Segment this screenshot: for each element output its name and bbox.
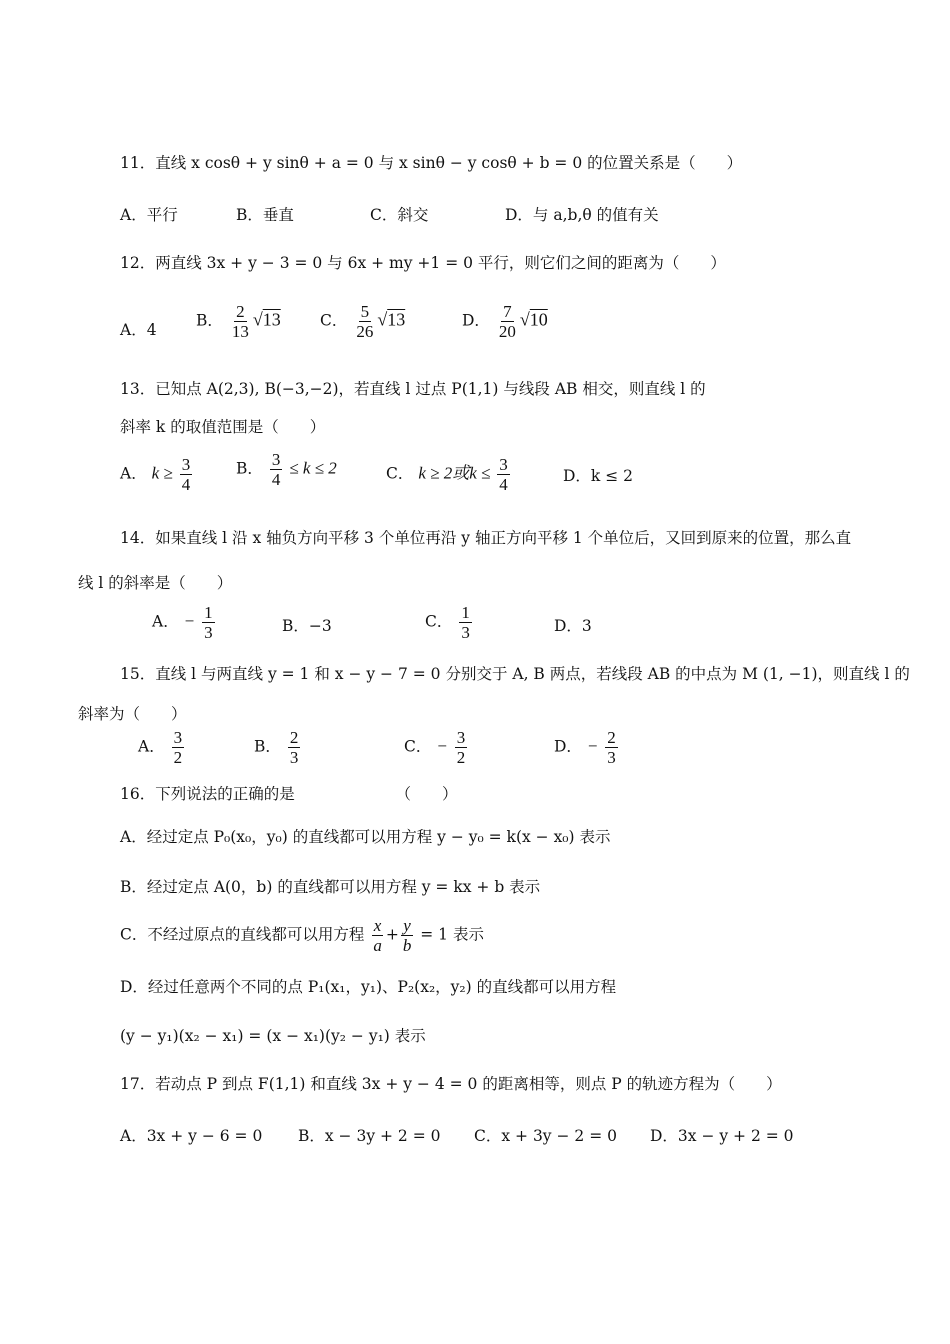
q12-option-a: A．4 xyxy=(120,321,157,339)
q14-option-c xyxy=(425,603,474,642)
q11-option-d: D．与 a,b,θ 的值有关 xyxy=(505,206,659,224)
q12-stem: 12．两直线 3x + y − 3 = 0 与 6x + my +1 = 0 平行，则它们之间的距离为（ ） xyxy=(120,254,726,272)
fraction: $\frac{7}{20}$ xyxy=(498,302,516,341)
q16-stem: 16．下列说法的正确的是 （ ） xyxy=(120,785,458,803)
fraction: $\frac{2}{3}$ xyxy=(289,728,299,767)
option-label: B． xyxy=(236,459,263,478)
option-label: C． xyxy=(404,737,432,756)
fraction: $\frac{3}{2}$ xyxy=(456,728,466,767)
q15-stem-line2: 斜率为（ ） xyxy=(78,705,187,723)
q16-option-d-line1: D．经过任意两个不同的点 P₁(x₁，y₁)、P₂(x₂，y₂) 的直线都可以用方程 xyxy=(120,978,617,996)
fraction: $\frac{3}{4}$ xyxy=(499,455,508,494)
option-label: C． xyxy=(320,311,348,330)
q13-stem-line1: 13．已知点 A(2,3), B(−3,−2)，若直线 l 过点 P(1,1) 与线段 AB 相交，则直线 l 的 xyxy=(120,380,706,398)
fraction: $\frac{5}{26}$ xyxy=(356,302,374,341)
q12-option-c xyxy=(320,302,405,341)
math-text: k ≥ xyxy=(151,463,173,483)
math-text: − xyxy=(436,736,448,756)
sqrt: √13 xyxy=(377,309,406,330)
fraction: $\frac{x}{a}$ xyxy=(373,916,382,955)
q15-option-b xyxy=(254,728,302,767)
q16-option-c: C．不经过原点的直线都可以用方程 $\frac{x}{a}$ + $\frac{y}{b}$ = 1 表示 xyxy=(120,916,484,955)
fraction: $\frac{3}{4}$ xyxy=(181,455,191,494)
math-text: − xyxy=(586,736,599,756)
math-text: k ≥ 2或k ≤ xyxy=(418,463,491,483)
q13-stem-line2: 斜率 k 的取值范围是（ ） xyxy=(120,418,326,436)
q13-option-a xyxy=(120,455,194,494)
q11-stem: 11．直线 x cosθ + y sinθ + a = 0 与 x sinθ − y cosθ + b = 0 的位置关系是（ ） xyxy=(120,154,743,172)
q16-option-d-line2: (y − y₁)(x₂ − x₁) = (x − x₁)(y₂ − y₁) 表示 xyxy=(120,1027,426,1045)
q14-option-a xyxy=(152,603,217,642)
fraction: $\frac{1}{3}$ xyxy=(461,603,470,642)
q15-option-c xyxy=(404,728,469,767)
option-label: B． xyxy=(254,737,281,756)
q16-option-b: B．经过定点 A(0，b) 的直线都可以用方程 y = kx + b 表示 xyxy=(120,878,541,896)
q13-option-d: D．k ≤ 2 xyxy=(563,467,634,485)
q12-option-b xyxy=(196,302,281,341)
q17-option-a: A．3x + y − 6 = 0 xyxy=(120,1127,263,1145)
q13-option-c xyxy=(386,455,512,494)
sqrt: √13 xyxy=(252,309,281,330)
q14-stem-line1: 14．如果直线 l 沿 x 轴负方向平移 3 个单位再沿 y 轴正方向平移 1 个单位后，又回到原来的位置，那么直 xyxy=(120,529,852,547)
option-label: C． xyxy=(425,612,453,631)
fraction: $\frac{2}{3}$ xyxy=(607,728,616,767)
q15-option-d xyxy=(554,728,620,767)
fraction: $\frac{3}{2}$ xyxy=(173,728,183,767)
option-label: D． xyxy=(554,737,582,756)
q17-stem: 17．若动点 P 到点 F(1,1) 和直线 3x + y − 4 = 0 的距离相等，则点 P 的轨迹方程为（ ） xyxy=(120,1075,782,1093)
fraction: $\frac{3}{4}$ xyxy=(271,450,281,489)
q15-stem-line1: 15．直线 l 与两直线 y = 1 和 x − y − 7 = 0 分别交于 A, B 两点，若线段 AB 的中点为 M (1, −1)，则直线 l 的 xyxy=(120,665,910,683)
q14-option-b: B．−3 xyxy=(282,617,332,635)
fraction: $\frac{1}{3}$ xyxy=(204,603,213,642)
q11-option-b: B．垂直 xyxy=(236,206,294,224)
fraction: $\frac{y}{b}$ xyxy=(402,916,412,955)
math-text: ≤ k ≤ 2 xyxy=(289,458,337,478)
sqrt: √10 xyxy=(519,309,548,330)
q17-option-d: D．3x − y + 2 = 0 xyxy=(650,1127,794,1145)
option-label: C． xyxy=(386,464,414,483)
q14-option-d: D．3 xyxy=(554,617,592,635)
q12-option-d xyxy=(462,302,548,341)
q14-stem-line2: 线 l 的斜率是（ ） xyxy=(78,574,233,592)
fraction: $\frac{2}{13}$ xyxy=(231,302,249,341)
option-text: = 1 表示 xyxy=(420,925,484,944)
q11-option-a: A．平行 xyxy=(120,206,178,224)
q13-option-b xyxy=(236,450,337,489)
option-text: C．不经过原点的直线都可以用方程 xyxy=(120,925,365,944)
math-text: − xyxy=(183,611,196,631)
option-label: D． xyxy=(462,311,490,330)
q11-option-c: C．斜交 xyxy=(370,206,429,224)
q16-option-a: A．经过定点 P₀(x₀，y₀) 的直线都可以用方程 y − y₀ = k(x − x₀) 表示 xyxy=(120,828,611,846)
q17-option-c: C．x + 3y − 2 = 0 xyxy=(474,1127,617,1145)
q17-option-b: B．x − 3y + 2 = 0 xyxy=(298,1127,441,1145)
option-label: A． xyxy=(120,464,147,483)
option-label: B． xyxy=(196,311,223,330)
option-label: A． xyxy=(138,737,165,756)
q15-option-a xyxy=(138,728,186,767)
option-label: A． xyxy=(152,612,179,631)
